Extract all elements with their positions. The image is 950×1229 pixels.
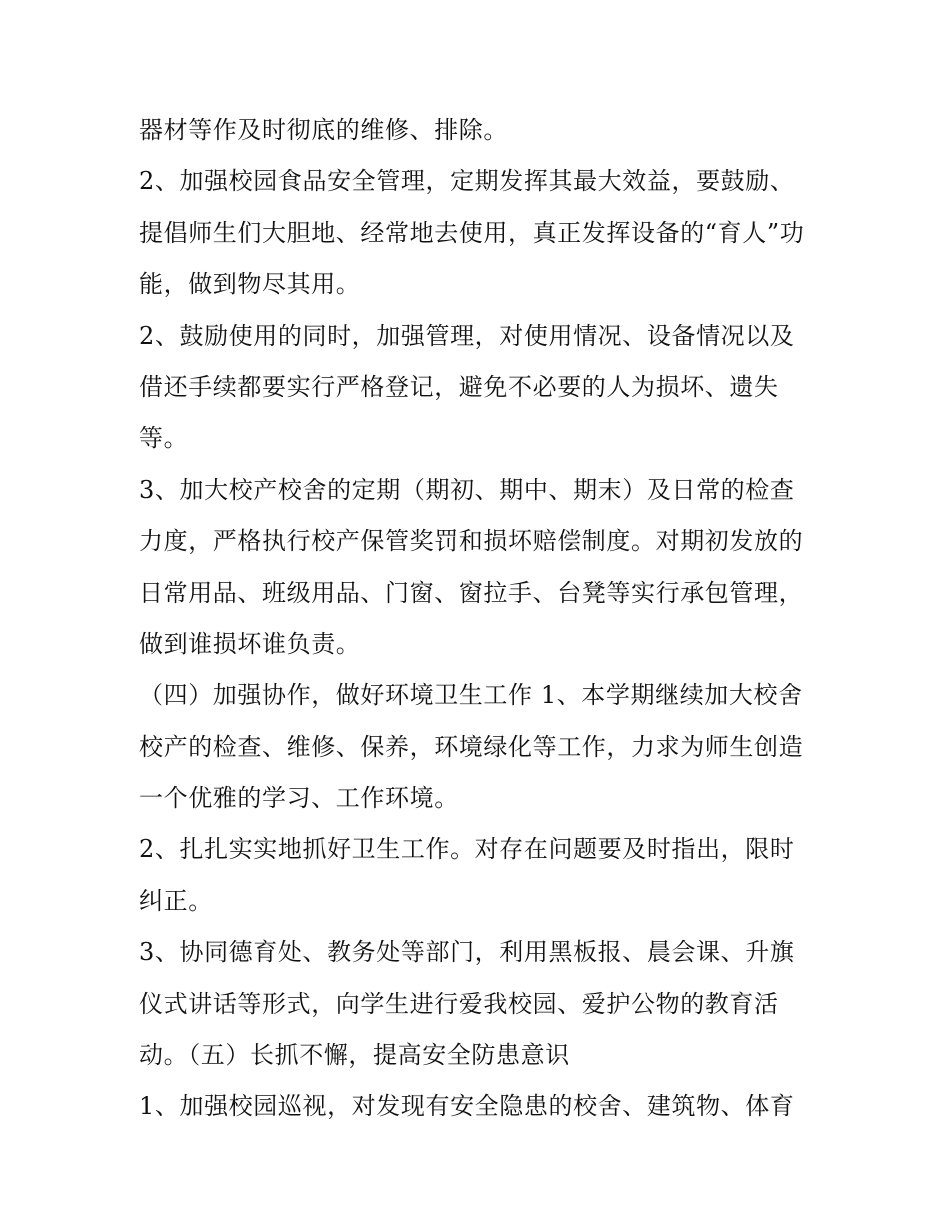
text-line: （四）加强协作，做好环境卫生工作 1、本学期继续加大校舍 — [139, 681, 803, 710]
text-line: 3、加大校产校舍的定期（期初、期中、期末）及日常的检查 — [139, 475, 795, 504]
text-line: 能，做到物尽其用。 — [139, 270, 361, 299]
text-line: 2、加强校园食品安全管理，定期发挥其最大效益，要鼓励、 — [139, 167, 795, 196]
text-line: 3、协同德育处、教务处等部门，利用黑板报、晨会课、升旗 — [139, 938, 795, 967]
text-line: 力度，严格执行校产保管奖罚和损坏赔偿制度。对期初发放的 — [139, 527, 804, 556]
text-line: 纠正。 — [139, 886, 213, 915]
text-line: 日常用品、班级用品、门窗、窗拉手、台凳等实行承包管理， — [139, 578, 804, 607]
body-text — [139, 105, 829, 1133]
text-line: 一个优雅的学习、工作环境。 — [139, 784, 459, 813]
text-line: 1、加强校园巡视，对发现有安全隐患的校舍、建筑物、体育 — [139, 1092, 795, 1121]
text-line: 动。（五）长抓不懈，提高安全防患意识 — [139, 1041, 570, 1070]
text-line: 2、鼓励使用的同时，加强管理，对使用情况、设备情况以及 — [139, 321, 795, 350]
text-line: 做到谁损坏谁负责。 — [139, 629, 361, 658]
text-line: 提倡师生们大胆地、经常地去使用，真正发挥设备的“育人”功 — [139, 218, 805, 247]
text-line: 仪式讲话等形式，向学生进行爱我校园、爱护公物的教育活 — [139, 989, 779, 1018]
text-line: 借还手续都要实行严格登记，避免不必要的人为损坏、遗失 — [139, 372, 779, 401]
text-line: 等。 — [139, 424, 189, 453]
text-line: 器材等作及时彻底的维修、排除。 — [139, 116, 508, 144]
text-line: 2、扎扎实实地抓好卫生工作。对存在问题要及时指出，限时 — [139, 835, 795, 864]
text-line: 校产的检查、维修、保养，环境绿化等工作，力求为师生创造 — [139, 732, 804, 761]
